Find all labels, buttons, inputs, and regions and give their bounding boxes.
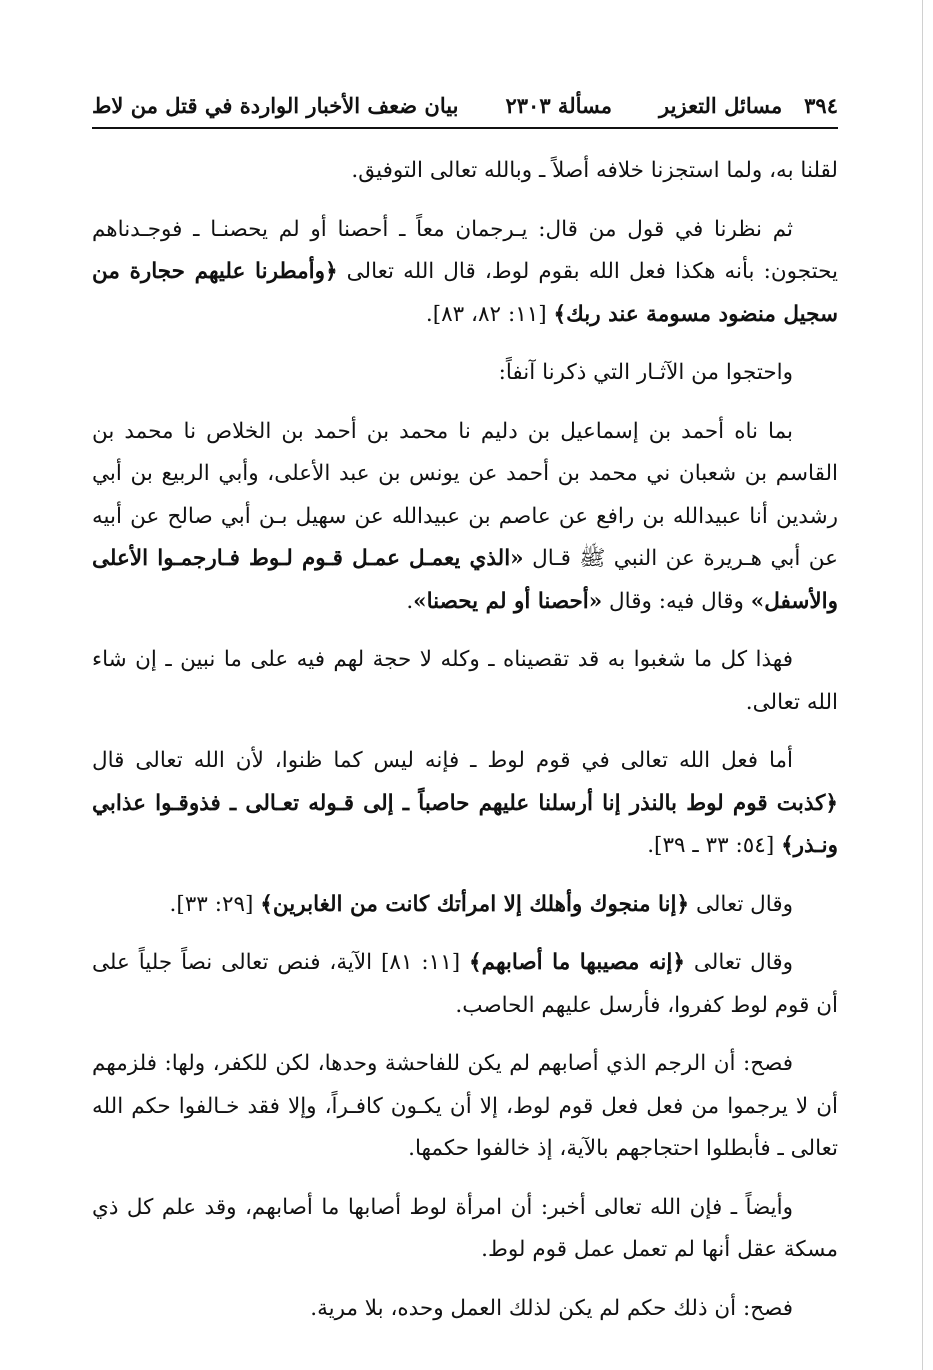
quoted-text: ﴿وأمطرنا عليهم حجارة من سجيل منضود مسومة عند ربك﴾ (92, 259, 838, 327)
body-paragraph (92, 1043, 838, 1171)
book-title: مسائل التعزير (659, 92, 783, 118)
body-paragraph (92, 1288, 838, 1331)
page-number: ٣٩٤ (804, 92, 838, 118)
paragraph-text: أما فعل الله تعالى في قوم لوط ـ فإنه ليس كما ظنوا، لأن الله تعالى قال (92, 748, 793, 773)
page-edge-line (922, 0, 923, 1370)
quoted-text: «الذي يعمـل عمـل قـوم لـوط فـارجمـوا الأعلى والأسفل» (92, 546, 838, 614)
paragraph-text: بما ناه أحمد بن إسماعيل بن دليم نا محمد بن أحمد بن الخلاص نا محمد بن القاسم بن شعبان ني محمد بن أحمد عن يونس بن عبد الأعلى، وأبي الربيع بن أبي رشدين أنا عبيدالله بن رافع عن عاصم بن عبيدالله عن سهيل بـن أبي صالح عن أبيه عن أبي هـريرة عن النبي ﷺ قـال (92, 418, 839, 571)
header-divider (92, 127, 838, 129)
body-paragraph (92, 150, 838, 193)
section-title: بيان ضعف الأخبار الواردة في قتل من لاط (92, 92, 459, 118)
paragraph-text: فصح: أن ذلك حكم لم يكن لذلك العمل وحده، بلا مرية. (310, 1295, 793, 1321)
paragraph-text: لقلنا به، ولما استجزنا خلافه أصلاً ـ وبالله تعالى التوفيق. (351, 158, 838, 183)
body-paragraph (92, 884, 838, 927)
body-paragraph (92, 942, 838, 1027)
paragraph-text: فهذا كل ما شغبوا به قد تقصيناه ـ وكله لا حجة لهم فيه على ما نبين ـ إن شاء الله تعالى. (92, 647, 838, 715)
header-left-group (659, 93, 838, 118)
body-paragraph (92, 639, 838, 724)
running-header (92, 88, 838, 122)
body-paragraph (92, 1187, 838, 1272)
paragraph-text: وقال فيه: وقال (602, 588, 751, 614)
body-paragraph (92, 740, 838, 868)
paragraph-text: واحتجوا من الآثـار التي ذكرنا آنفاً: (498, 360, 793, 385)
quoted-text: «أحصنا أو لم يحصنا» (413, 588, 603, 614)
paragraph-text: [٢٩: ٣٣]. (169, 891, 261, 917)
issue-label: مسألة ٢٣٠٣ (505, 92, 612, 118)
body-text (92, 150, 838, 1346)
paragraph-text: وأيضاً ـ فإن الله تعالى أخبر: أن امرأة لوط أصابها ما أصابهم، وقد علم كل ذي مسكة عقل أنها لم تعمل عمل قوم لوط. (92, 1194, 838, 1262)
paragraph-text: . (406, 588, 414, 614)
body-paragraph (92, 411, 838, 624)
paragraph-text: ثم نظرنا في قول من قال: يـرجمان معاً ـ أحصنا أو لم يحصنـا ـ فوجـدناهم يحتجون: بأنه هكذا فعل الله بقوم لوط، قال الله تعالى (92, 216, 838, 284)
paragraph-text: وقال تعالى (684, 950, 793, 975)
paragraph-text: [١١: ٨١] الآية، فنص تعالى نصاً جلياً على أن قوم لوط كفروا، فأرسل عليهم الحاصب. (92, 950, 838, 1018)
paragraph-text: فصح: أن الرجم الذي أصابهم لم يكن للفاحشة وحدها، لكن للكفر، ولها: فلزمهم أن لا يرجموا من فعل فعل قوم لوط، إلا أن يكـون كافـراً، وإلا فقد خـالفوا حكم الله تعالى ـ فأبطلوا احتجاجهم بالآية، إذ خالفوا حكمها. (92, 1051, 838, 1161)
quoted-text: ﴿كذبت قوم لوط بالنذر إنا أرسلنا عليهم حاصباً ـ إلى قـوله تعـالى ـ فذوقـوا عذابي ونـذر﴾ (92, 790, 838, 858)
body-paragraph (92, 209, 838, 337)
body-paragraph (92, 352, 838, 395)
paragraph-text: [١١: ٨٢، ٨٣]. (425, 301, 554, 327)
paragraph-text: وقال تعالى (689, 891, 793, 917)
quoted-text: ﴿إنه مصيبها ما أصابهم﴾ (469, 950, 685, 975)
quoted-text: ﴿إنا منجوك وأهلك إلا امرأتك كانت من الغابرين﴾ (260, 891, 690, 917)
paragraph-text: [٥٤: ٣٣ ـ ٣٩]. (647, 833, 782, 858)
